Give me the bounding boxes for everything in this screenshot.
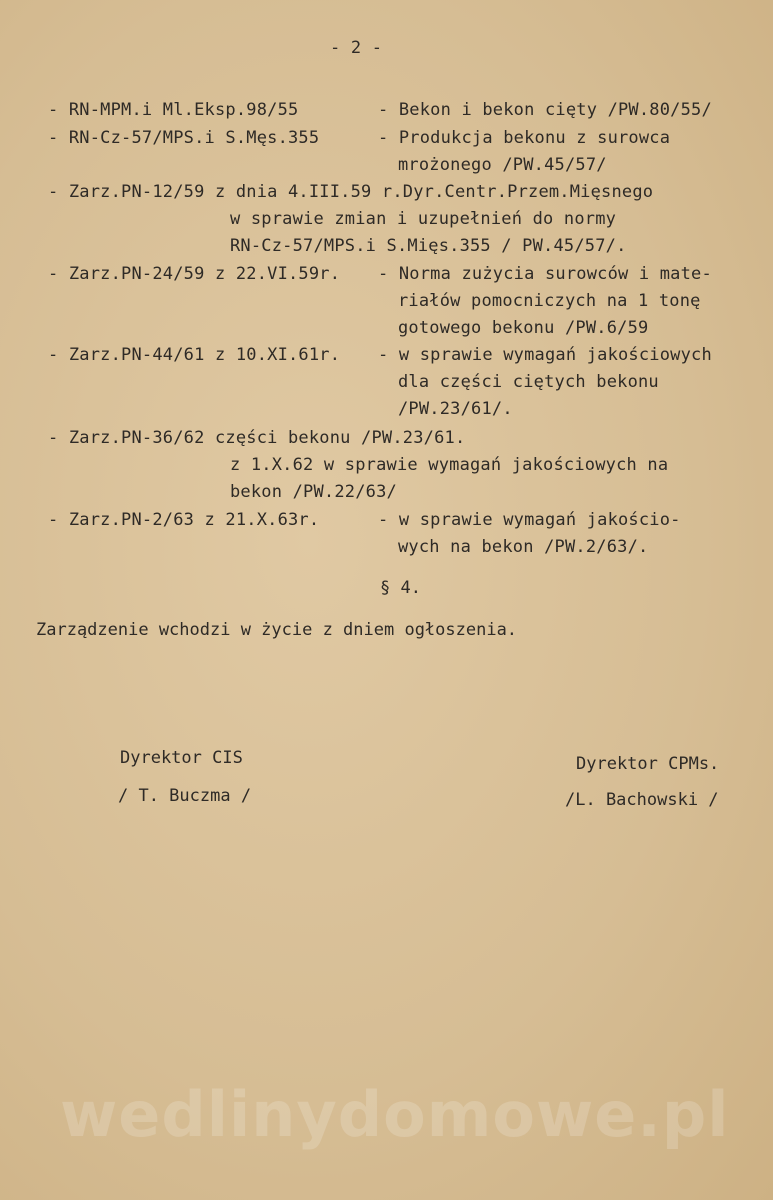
entry-2-desc-cont: mrożonego /PW.45/57/ xyxy=(398,155,607,175)
entry-1-desc: - Bekon i bekon cięty /PW.80/55/ xyxy=(378,100,712,120)
left-signatory-title: Dyrektor CIS xyxy=(120,748,243,768)
entry-6-cont-2: bekon /PW.22/63/ xyxy=(230,482,397,502)
entry-1-ref: - RN-MPM.i Ml.Eksp.98/55 xyxy=(48,100,299,120)
entry-6-ref: - Zarz.PN-36/62 części bekonu /PW.23/61. xyxy=(48,428,466,448)
entry-6-cont-1: z 1.X.62 w sprawie wymagań jakościowych na xyxy=(230,455,669,475)
entry-5-desc-cont-1: dla części ciętych bekonu xyxy=(398,372,659,392)
page-number: - 2 - xyxy=(330,38,383,58)
watermark: wedlinydomowe.pl xyxy=(60,1078,730,1151)
entry-4-desc-cont-2: gotowego bekonu /PW.6/59 xyxy=(398,318,649,338)
entry-5-ref: - Zarz.PN-44/61 z 10.XI.61r. xyxy=(48,345,341,365)
section-heading: § 4. xyxy=(380,578,421,598)
right-signatory-name: /L. Bachowski / xyxy=(565,790,719,810)
entry-7-desc: - w sprawie wymagań jakościo- xyxy=(378,510,681,530)
entry-3-ref: - Zarz.PN-12/59 z dnia 4.III.59 r.Dyr.Centr.Przem.Mięsnego xyxy=(48,182,654,202)
entry-4-desc-cont-1: riałów pomocniczych na 1 tonę xyxy=(398,291,701,311)
entry-3-cont-1: w sprawie zmian i uzupełnień do normy xyxy=(230,209,617,229)
left-signatory-name: / T. Buczma / xyxy=(118,786,252,806)
entry-2-ref: - RN-Cz-57/MPS.i S.Męs.355 xyxy=(48,128,320,148)
entry-4-desc: - Norma zużycia surowców i mate- xyxy=(378,264,712,284)
entry-7-desc-cont: wych na bekon /PW.2/63/. xyxy=(398,537,649,557)
entry-7-ref: - Zarz.PN-2/63 z 21.X.63r. xyxy=(48,510,320,530)
entry-3-cont-2: RN-Cz-57/MPS.i S.Mięs.355 / PW.45/57/. xyxy=(230,236,627,256)
entry-5-desc: - w sprawie wymagań jakościowych xyxy=(378,345,712,365)
entry-5-desc-cont-2: /PW.23/61/. xyxy=(398,399,513,419)
entry-2-desc: - Produkcja bekonu z surowca xyxy=(378,128,671,148)
closing-paragraph: Zarządzenie wchodzi w życie z dniem ogłoszenia. xyxy=(36,620,518,640)
entry-4-ref: - Zarz.PN-24/59 z 22.VI.59r. xyxy=(48,264,341,284)
right-signatory-title: Dyrektor CPMs. xyxy=(576,754,720,774)
